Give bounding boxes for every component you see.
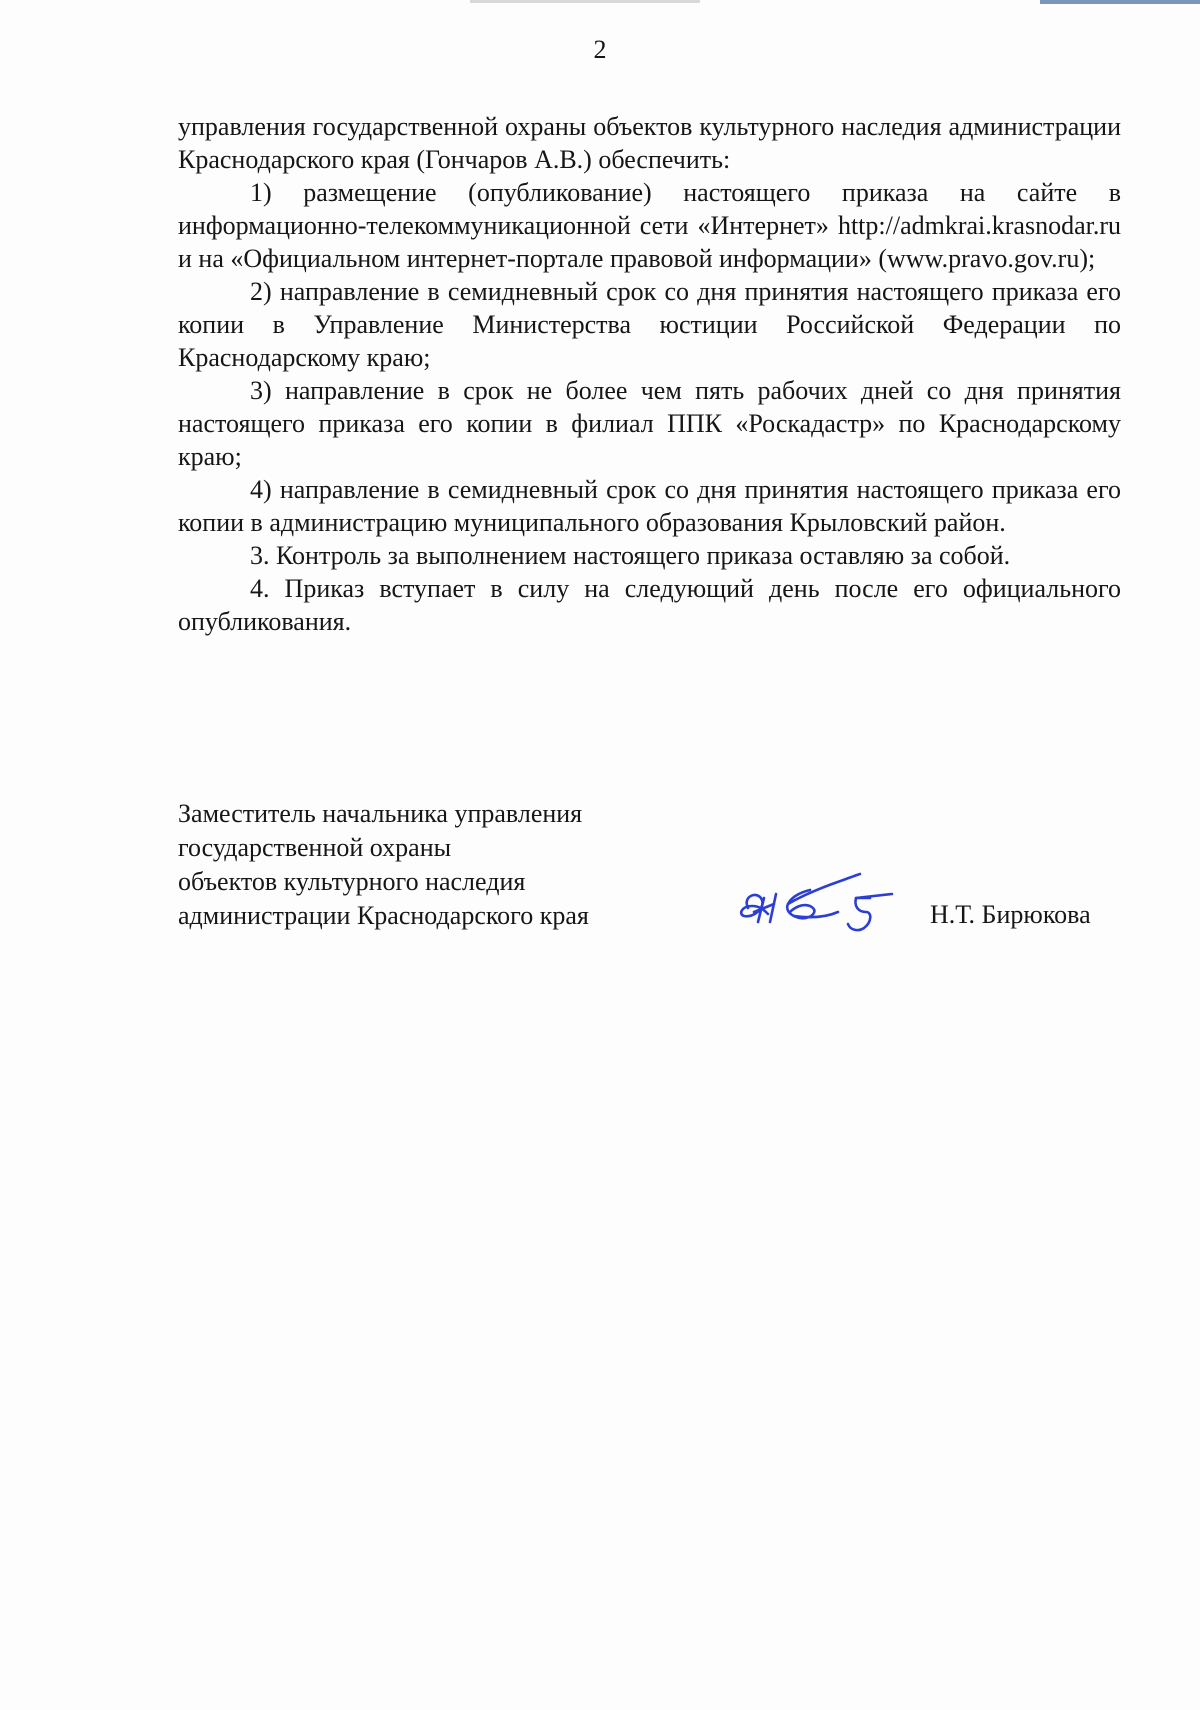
signer-name: Н.Т. Бирюкова (930, 900, 1091, 929)
paragraph-item-1: 1) размещение (опубликование) настоящего приказа на сайте в информационно-телекоммуникационной сети «Интернет» http://admkrai.krasnodar.ru и на «Официальном интернет-портале правовой информации» (www.pravo.gov.ru); (178, 178, 1121, 273)
scan-edge-mark (470, 0, 700, 3)
position-line: Заместитель начальника управления (178, 799, 583, 828)
page-number: 2 (593, 35, 607, 64)
position-line: государственной охраны (178, 833, 452, 862)
document-body (178, 110, 1121, 638)
paragraph-item-2: 2) направление в семидневный срок со дня принятия настоящего приказа его копии в Управление Министерства юстиции Российской Федерации по Краснодарскому краю; (178, 277, 1121, 372)
paragraph-clause-4: 4. Приказ вступает в силу на следующий день после его официального опубликования. (178, 574, 1121, 636)
signatory-position (178, 797, 698, 933)
handwritten-signature (728, 868, 903, 940)
paragraph-item-3: 3) направление в срок не более чем пять рабочих дней со дня принятия настоящего приказа его копии в филиал ППК «Роскадастр» по Краснодарскому краю; (178, 376, 1121, 471)
paragraph-clause-3: 3. Контроль за выполнением настоящего приказа оставляю за собой. (250, 541, 1011, 570)
paragraph-item-4: 4) направление в семидневный срок со дня принятия настоящего приказа его копии в администрацию муниципального образования Крыловский район. (178, 475, 1121, 537)
position-line: администрации Краснодарского края (178, 901, 589, 930)
paragraph-continuation: управления государственной охраны объектов культурного наследия администрации Краснодарского края (Гончаров А.В.) обеспечить: (178, 112, 1121, 174)
scan-edge-mark-blue (1040, 0, 1200, 4)
position-line: объектов культурного наследия (178, 867, 526, 896)
